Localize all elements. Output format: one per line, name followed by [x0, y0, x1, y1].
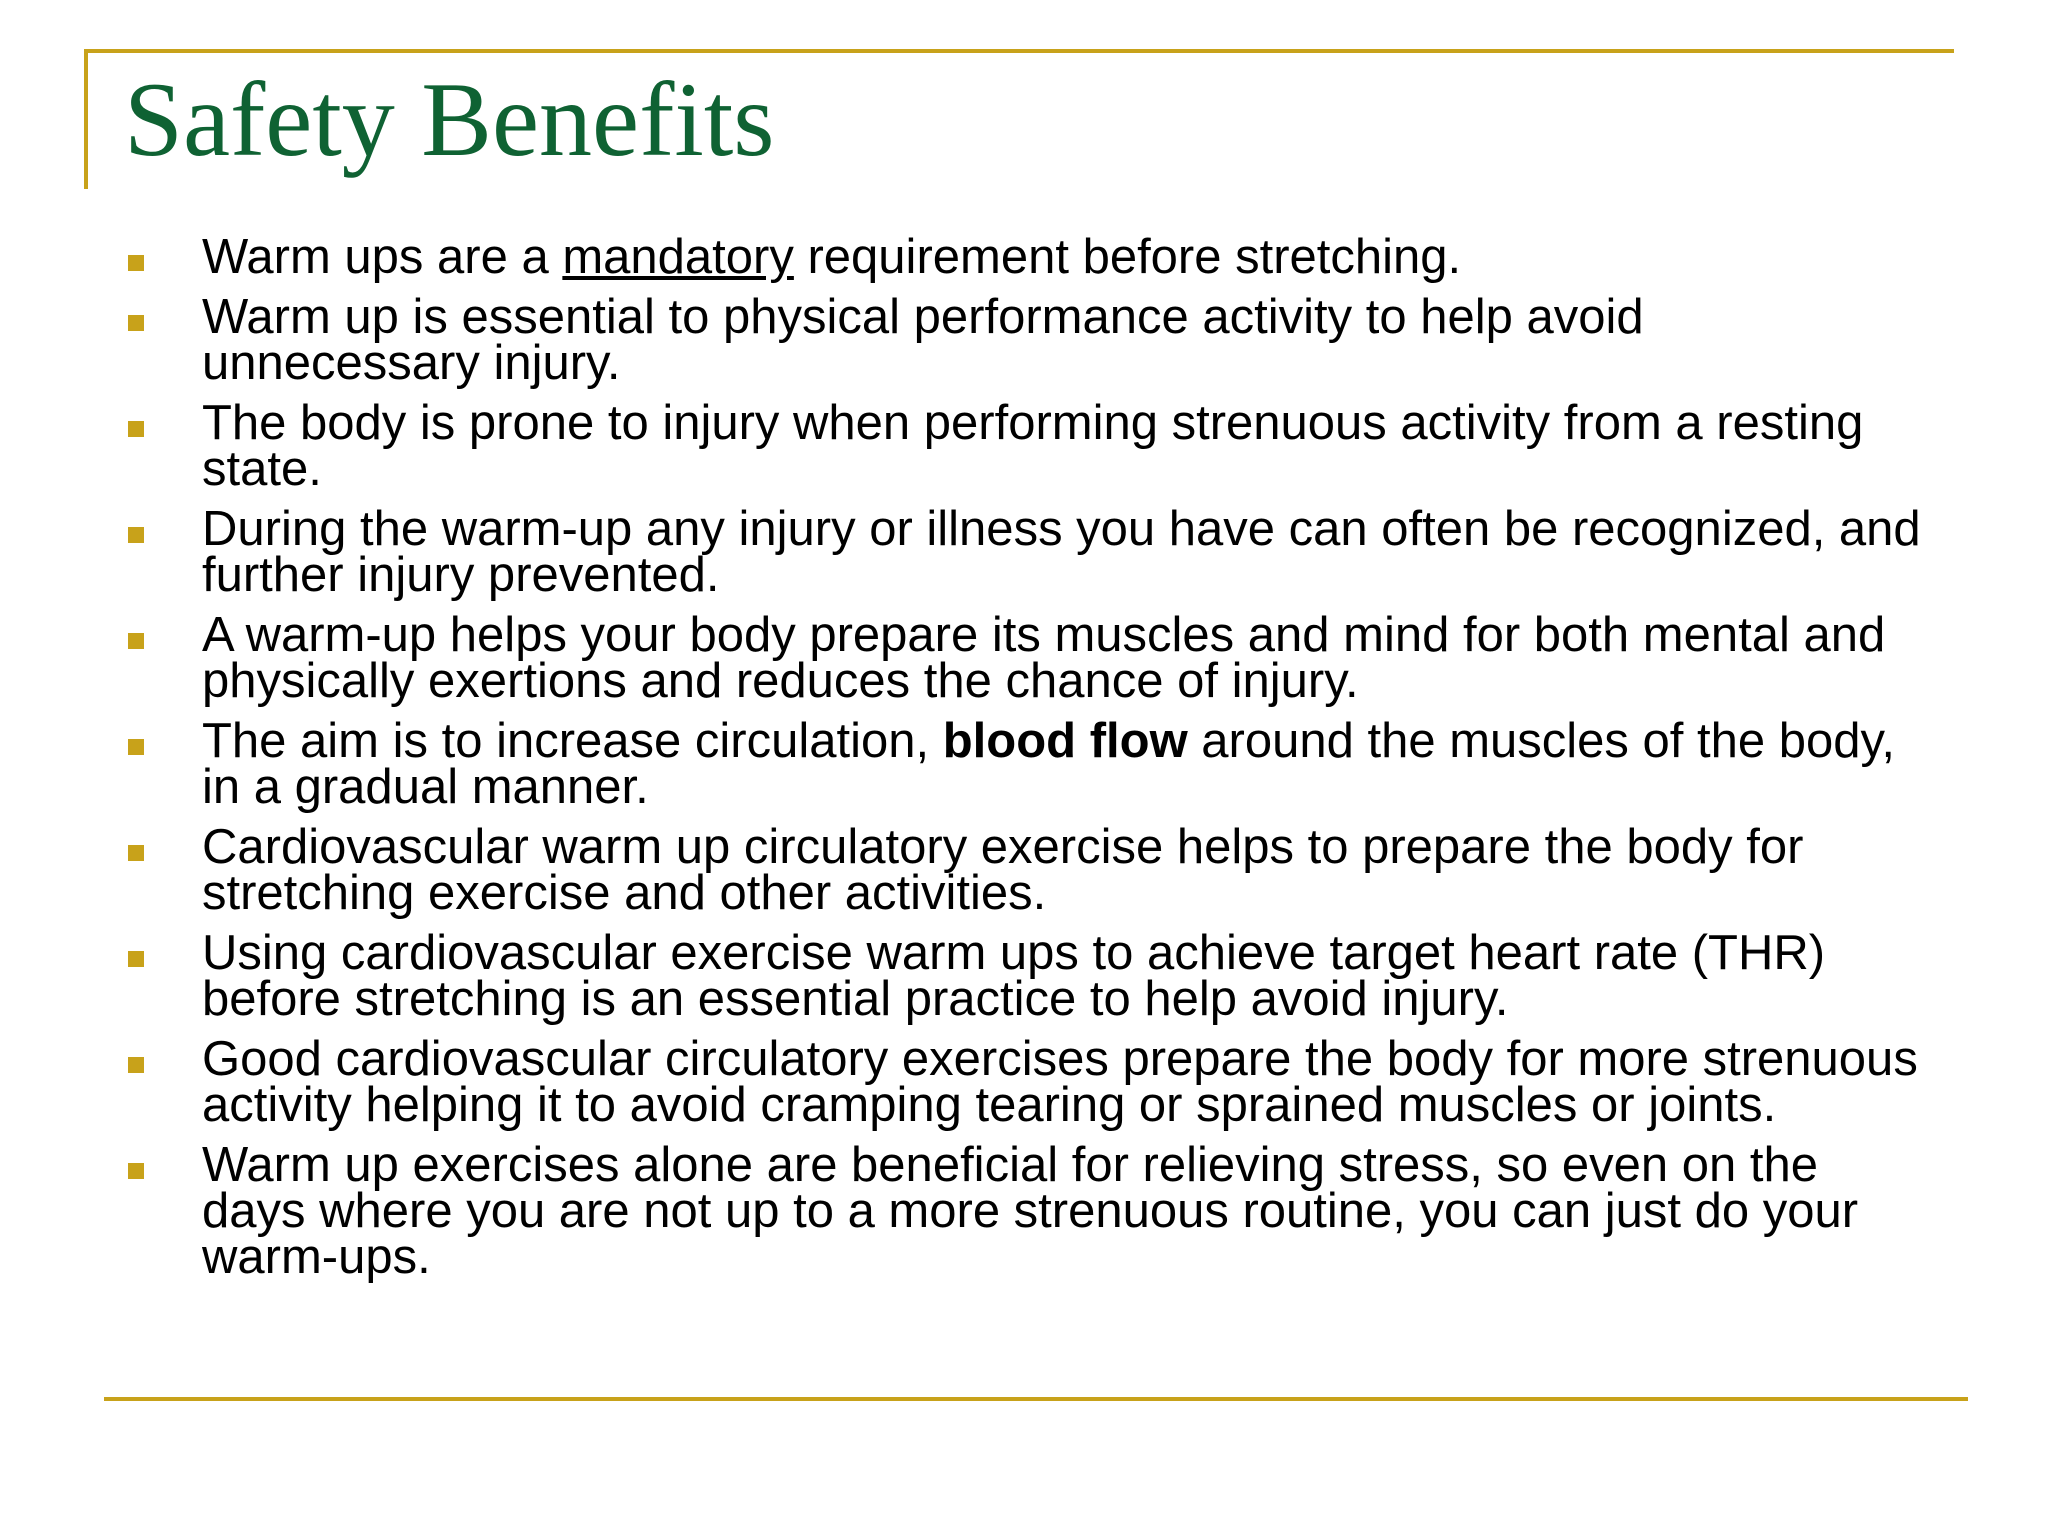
- square-bullet-icon: [128, 255, 144, 271]
- square-bullet-icon: [128, 1057, 144, 1073]
- bullet-item-4: [124, 502, 1924, 602]
- square-bullet-icon: [128, 527, 144, 543]
- square-bullet-icon: [128, 315, 144, 331]
- bullet-text-8: Using cardiovascular exercise warm ups to achieve target heart rate (THR) before stretching is an essential practice to help avoid injury.: [202, 926, 1826, 1026]
- square-bullet-icon: [128, 1163, 144, 1179]
- bold-phrase-blood-flow: blood flow: [942, 714, 1188, 768]
- square-bullet-icon: [128, 951, 144, 967]
- bullet-item-2: [124, 290, 1924, 390]
- bullet-text-7: Cardiovascular warm up circulatory exercise helps to prepare the body for stretching exercise and other activities.: [202, 820, 1804, 920]
- bullet-text-4: During the warm-up any injury or illness you have can often be recognized, and further injury prevented.: [202, 502, 1921, 602]
- bullet-text-5: A warm-up helps your body prepare its muscles and mind for both mental and physically exertions and reduces the chance of injury.: [202, 608, 1886, 708]
- square-bullet-icon: [128, 633, 144, 649]
- underlined-word-mandatory: mandatory: [562, 230, 794, 284]
- square-bullet-icon: [128, 739, 144, 755]
- bullet-item-6: [124, 714, 1924, 814]
- bullet-text-2: Warm up is essential to physical performance activity to help avoid unnecessary injury.: [202, 290, 1644, 390]
- bullet-item-7: [124, 820, 1924, 920]
- bullet-text-3: The body is prone to injury when performing strenuous activity from a resting state.: [202, 396, 1864, 496]
- bullet-text-10: Warm up exercises alone are beneficial for relieving stress, so even on the days where you are not up to a more strenuous routine, you can just do your warm-ups.: [202, 1138, 1859, 1284]
- bullet-item-8: [124, 926, 1924, 1026]
- square-bullet-icon: [128, 421, 144, 437]
- bullet-list: [124, 230, 1924, 1294]
- bullet-item-10: [124, 1138, 1924, 1284]
- left-accent-rule: [84, 49, 88, 189]
- bullet-item-3: [124, 396, 1924, 496]
- top-accent-rule: [84, 49, 1954, 53]
- bullet-item-1: [124, 230, 1924, 284]
- slide-title: Safety Benefits: [124, 61, 775, 178]
- bullet-text-6: The aim is to increase circulation, blood flow around the muscles of the body, in a gradual manner.: [202, 714, 1895, 814]
- bullet-item-9: [124, 1032, 1924, 1132]
- bullet-item-5: [124, 608, 1924, 708]
- bottom-accent-rule: [104, 1397, 1968, 1401]
- square-bullet-icon: [128, 845, 144, 861]
- bullet-text-9: Good cardiovascular circulatory exercises prepare the body for more strenuous activity helping it to avoid cramping tearing or sprained muscles or joints.: [202, 1032, 1918, 1132]
- bullet-text-1: Warm ups are a mandatory requirement before stretching.: [202, 230, 1462, 284]
